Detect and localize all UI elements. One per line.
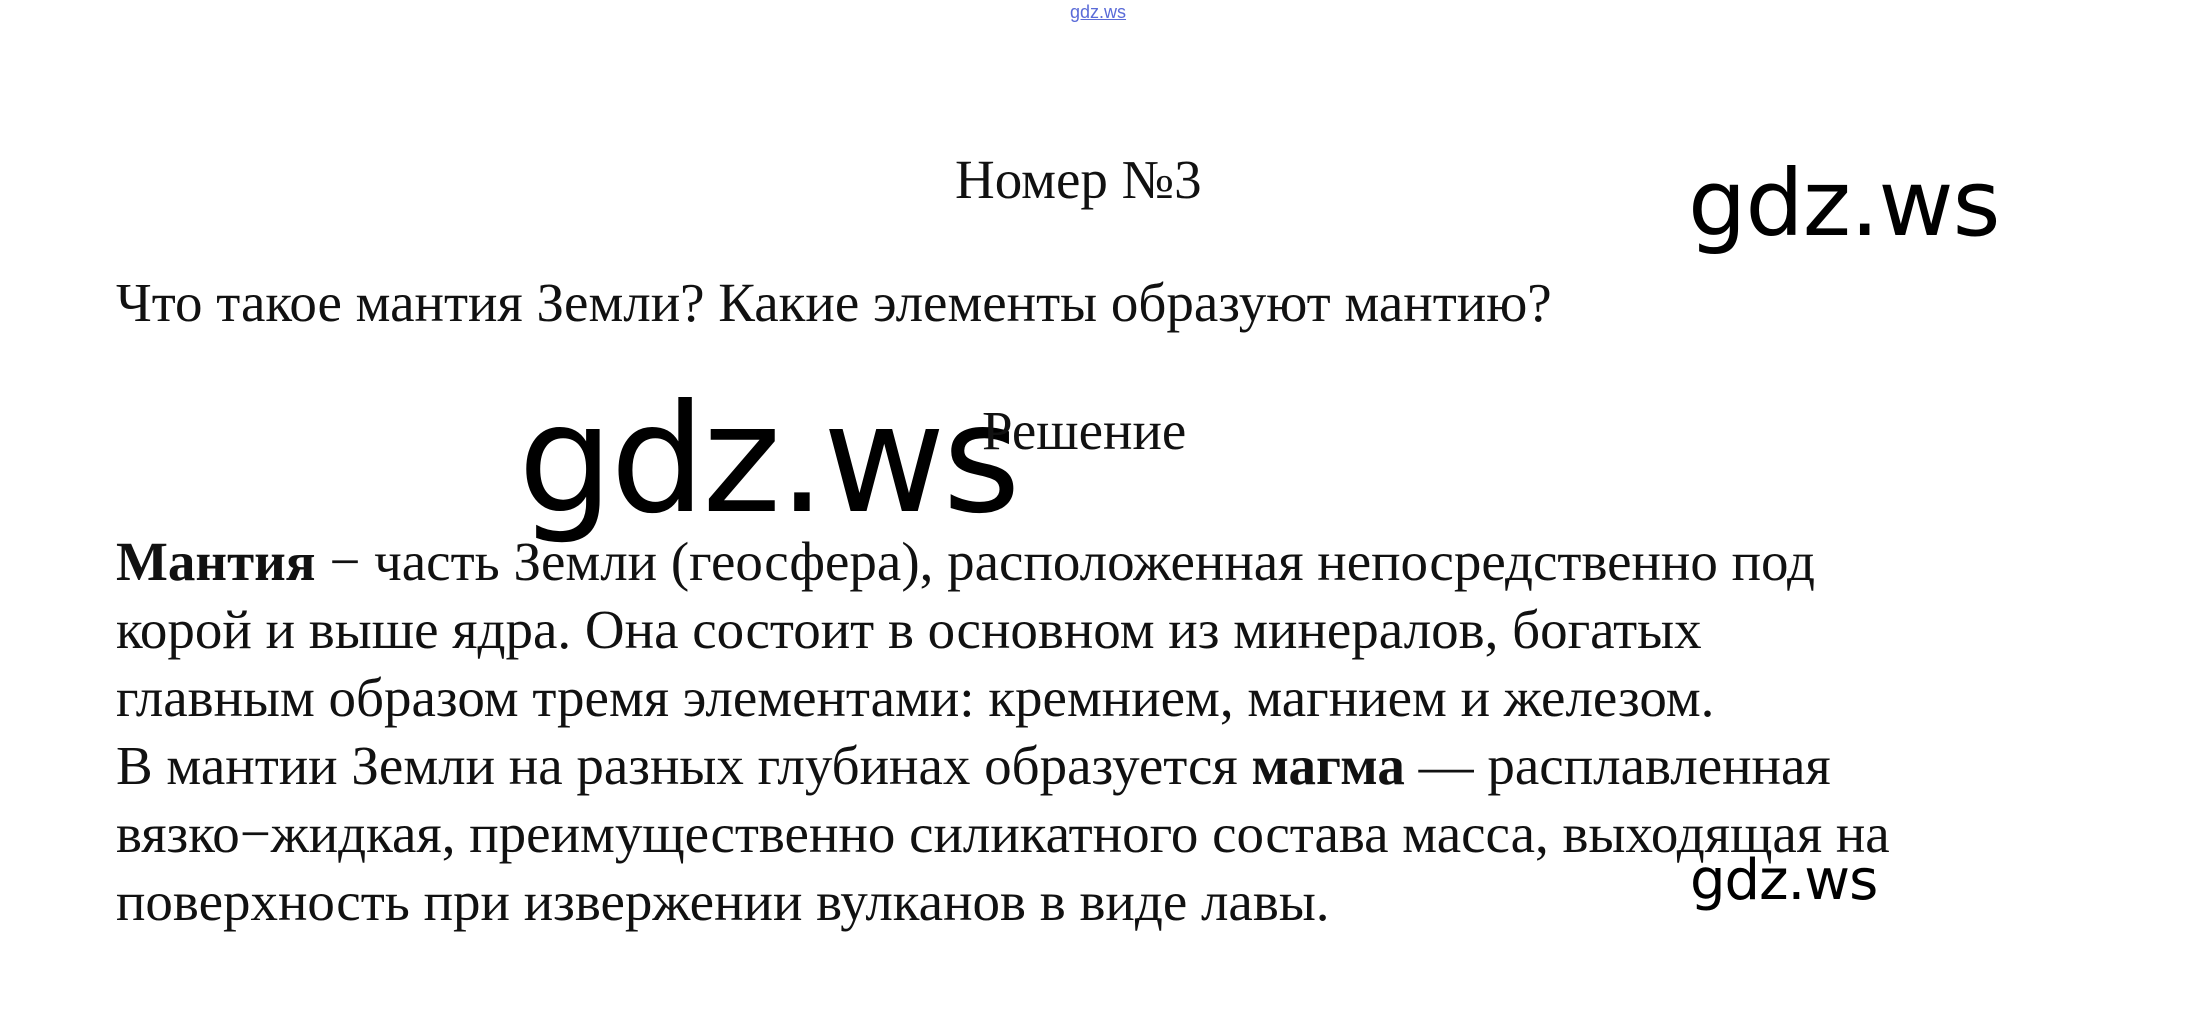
watermark-top-right: gdz.ws <box>1688 150 2000 257</box>
question-text: Что такое мантия Земли? Какие элементы образуют мантию? <box>116 272 1552 333</box>
answer-line-1 <box>116 528 2116 596</box>
top-site-link[interactable]: gdz.ws <box>1070 2 1127 22</box>
solution-heading: Решение <box>982 400 1187 461</box>
answer-line-4-start: В мантии Земли на разных глубинах образуется <box>116 735 1252 796</box>
term-magma: магма <box>1251 735 1405 796</box>
answer-line-2: корой и выше ядра. Она состоит в основном из минералов, богатых <box>116 599 1702 660</box>
watermark-middle: gdz.ws <box>518 373 1018 547</box>
watermark-bottom-right: gdz.ws <box>1690 848 1878 913</box>
answer-line-3: главным образом тремя элементами: кремнием, магнием и железом. <box>116 667 1715 728</box>
answer-line-5: вязко−жидкая, преимущественно силикатного состава масса, выходящая на <box>116 803 1890 864</box>
answer-line-4-end: — расплавленная <box>1404 735 1831 796</box>
term-mantle: Мантия <box>116 531 316 592</box>
answer-line-4 <box>116 732 2116 800</box>
answer-line-1-rest: − часть Земли (геосфера), расположенная непосредственно под <box>315 531 1815 592</box>
page-title: Номер №3 <box>955 149 1202 210</box>
answer-line-6: поверхность при извержении вулканов в виде лавы. <box>116 871 1330 932</box>
